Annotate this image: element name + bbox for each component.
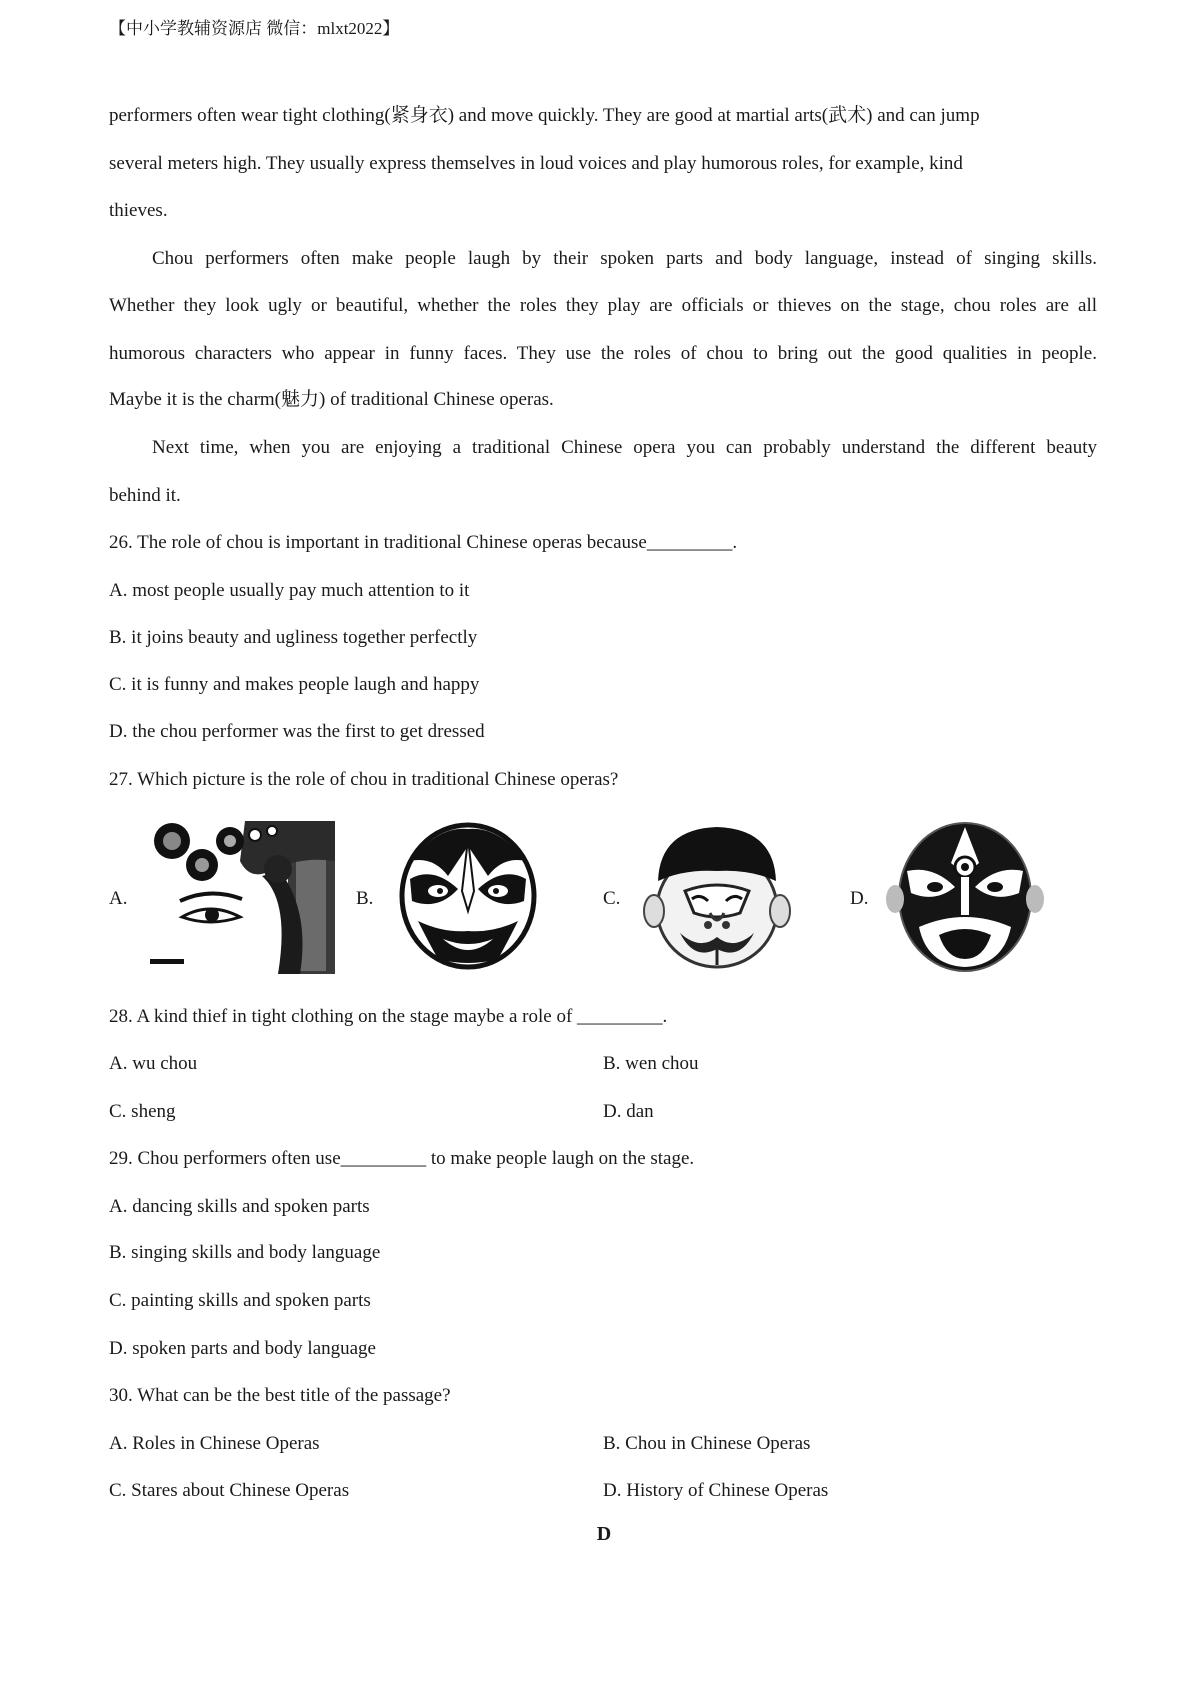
option-a[interactable]: A. wu chou — [109, 1053, 198, 1074]
option-d-label[interactable]: D. — [850, 888, 869, 909]
option-d[interactable]: D. dan — [603, 1101, 654, 1122]
opera-face-a-image[interactable] — [150, 821, 335, 974]
question-stem: 29. Chou performers often use_________ to make people laugh on the stage. — [109, 1148, 695, 1169]
option-a[interactable]: A. dancing skills and spoken parts — [109, 1196, 370, 1217]
opera-mask-d-image[interactable] — [883, 815, 1048, 975]
option-b[interactable]: B. wen chou — [603, 1053, 699, 1074]
option-b[interactable]: B. it joins beauty and ugliness together perfectly — [109, 627, 478, 648]
question-stem: 28. A kind thief in tight clothing on the stage maybe a role of _________. — [109, 1006, 668, 1027]
passage-line: Chou performers often make people laugh by their spoken parts and body language, instead of singing skills. — [152, 248, 1097, 269]
source-watermark-header: 【中小学教辅资源店 微信：mlxt2022】 — [109, 19, 400, 38]
option-d[interactable]: D. History of Chinese Operas — [603, 1480, 829, 1501]
passage-line: Maybe it is the charm(魅力) of traditional Chinese operas. — [109, 389, 554, 410]
passage-line: several meters high. They usually express themselves in loud voices and play humorous roles, for example, kind — [109, 153, 963, 174]
passage-line: behind it. — [109, 485, 181, 506]
passage-line: Next time, when you are enjoying a traditional Chinese opera you can probably understand the different beauty — [152, 437, 1097, 458]
option-c[interactable]: C. it is funny and makes people laugh and happy — [109, 674, 480, 695]
option-c[interactable]: C. painting skills and spoken parts — [109, 1290, 371, 1311]
section-heading: D — [596, 1523, 612, 1545]
option-d[interactable]: D. spoken parts and body language — [109, 1338, 376, 1359]
option-a[interactable]: A. most people usually pay much attention to it — [109, 580, 470, 601]
question-stem: 26. The role of chou is important in traditional Chinese operas because_________. — [109, 532, 738, 553]
option-c[interactable]: C. sheng — [109, 1101, 176, 1122]
opera-mask-c-image[interactable] — [640, 821, 794, 971]
option-b[interactable]: B. singing skills and body language — [109, 1242, 381, 1263]
passage-line: thieves. — [109, 200, 168, 221]
option-b-label[interactable]: B. — [356, 888, 374, 909]
option-c-label[interactable]: C. — [603, 888, 621, 909]
passage-line: Whether they look ugly or beautiful, whether the roles they play are officials or thieves on the stage, chou roles are all — [109, 295, 1097, 316]
option-a[interactable]: A. Roles in Chinese Operas — [109, 1433, 320, 1454]
question-stem: 30. What can be the best title of the passage? — [109, 1385, 451, 1406]
option-a-label[interactable]: A. — [109, 888, 128, 909]
passage-line: humorous characters who appear in funny faces. They use the roles of chou to bring out the good qualities in people. — [109, 343, 1097, 364]
opera-mask-b-image[interactable] — [388, 821, 548, 971]
question-stem: 27. Which picture is the role of chou in traditional Chinese operas? — [109, 769, 619, 790]
passage-line: performers often wear tight clothing(紧身衣) and move quickly. They are good at martial arts(武术) and can jump — [109, 105, 980, 126]
option-b[interactable]: B. Chou in Chinese Operas — [603, 1433, 811, 1454]
option-c[interactable]: C. Stares about Chinese Operas — [109, 1480, 350, 1501]
option-d[interactable]: D. the chou performer was the first to get dressed — [109, 721, 485, 742]
